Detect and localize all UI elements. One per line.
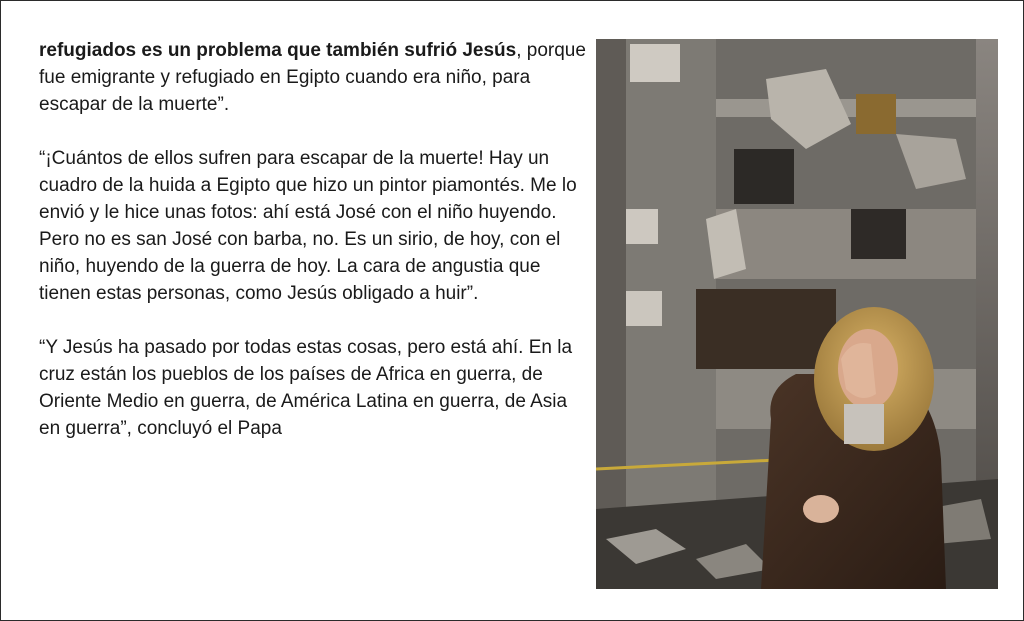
article-text xyxy=(39,37,587,469)
paragraph-1-bold: refugiados es un problema que también sufrió Jesús xyxy=(39,40,517,61)
paragraph-3: “Y Jesús ha pasado por todas estas cosas, pero está ahí. En la cruz están los pueblos de los países de Africa en guerra, de Oriente Medio en guerra, de América Latina en guerra, de Asia en guerra”, concluyó el Papa xyxy=(39,337,573,439)
paragraph-1 xyxy=(39,37,587,118)
photo-illustration xyxy=(596,39,998,589)
paragraph-2: “¡Cuántos de ellos sufren para escapar de la muerte! Hay un cuadro de la huida a Egipto que hizo un pintor piamontés. Me lo envió y le hice unas fotos: ahí está José con el niño huyendo. Pero no es san José con barba, no. Es un sirio, de hoy, con el niño, huyendo de la guerra de hoy. La cara de angustia que tienen estas personas, como Jesús obligado a huir”. xyxy=(39,148,577,304)
paragraph-1-rest: , porque fue emigrante y refugiado en Egipto cuando era niño, para escapar de la muerte”. xyxy=(39,40,586,115)
news-photo xyxy=(596,39,998,589)
